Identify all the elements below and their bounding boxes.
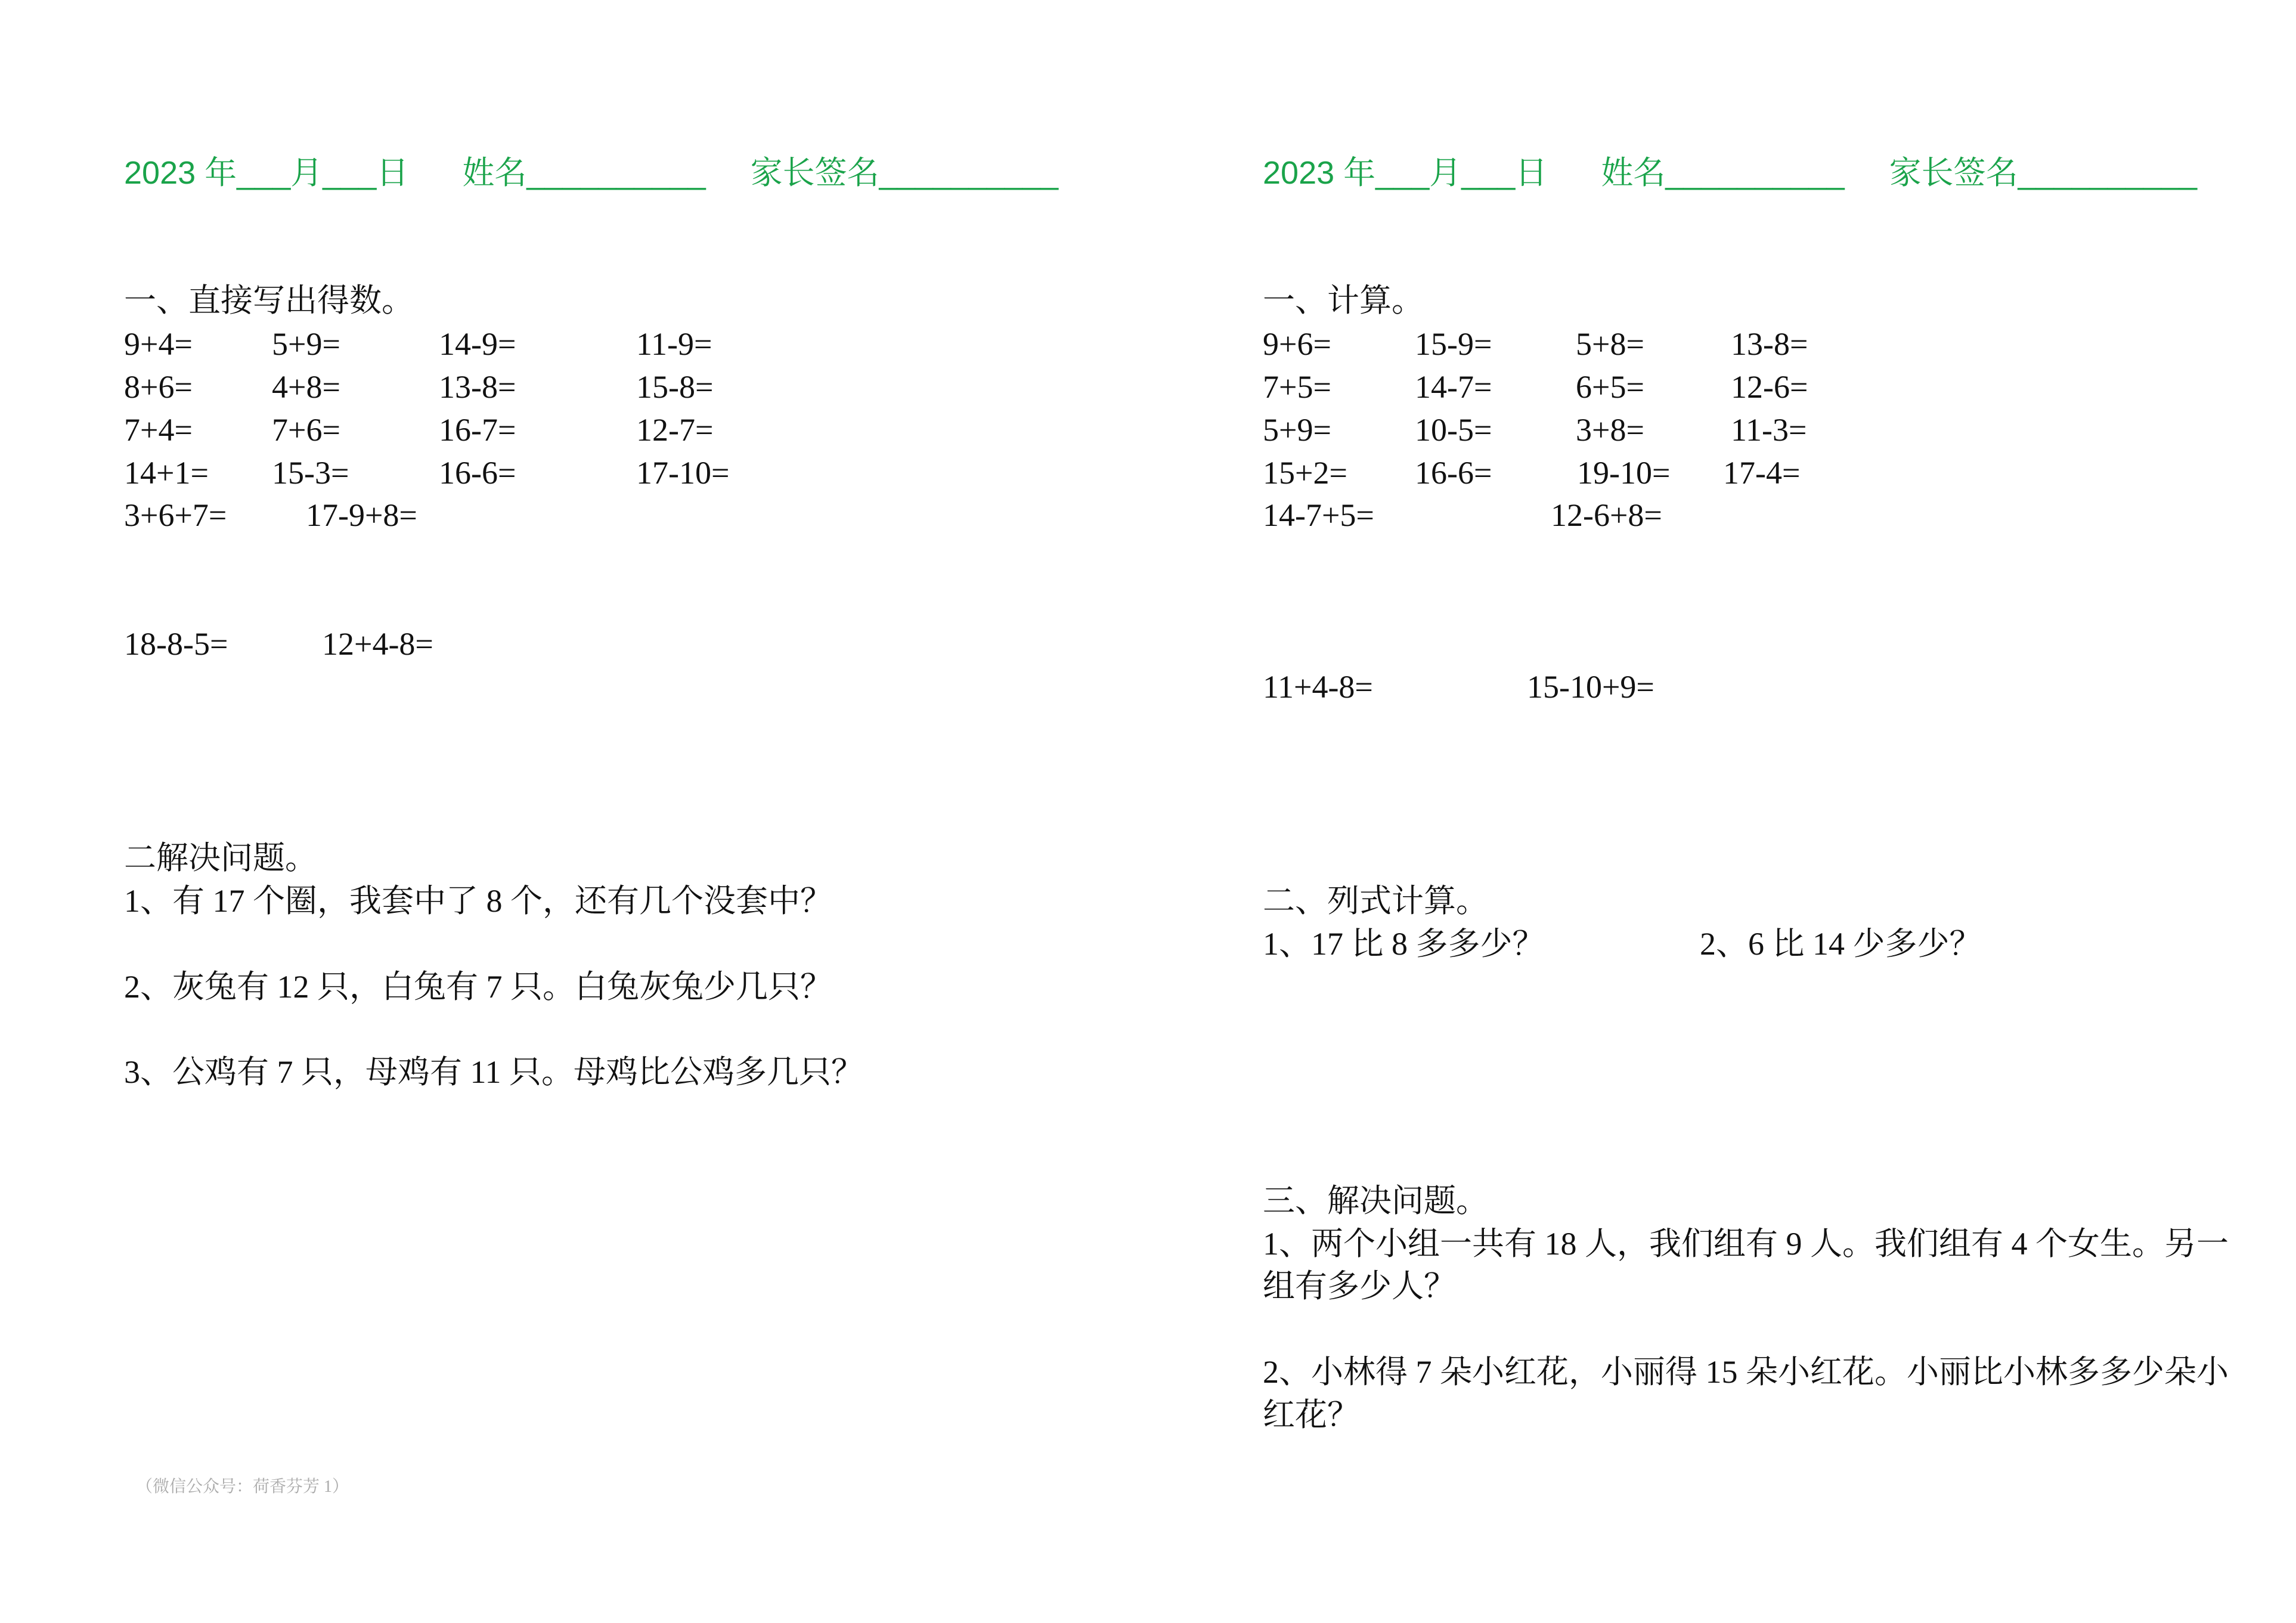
left-problem: 15-8=	[636, 369, 714, 405]
right-problem: 11+4-8=	[1263, 669, 1373, 705]
right-problem: 3+8=	[1576, 412, 1644, 448]
left-problem: 16-6=	[439, 455, 516, 491]
right-problem: 13-8=	[1731, 326, 1808, 362]
left-problem: 7+4=	[124, 412, 193, 448]
left-problem: 18-8-5=	[124, 626, 228, 662]
right-problem: 9+6=	[1263, 326, 1331, 362]
right-problem: 14-7=	[1415, 369, 1492, 405]
left-problem: 3+6+7=	[124, 497, 227, 533]
right-problem: 6+5=	[1576, 369, 1644, 405]
footer-note: （微信公众号：荷香芬芳 1）	[136, 1478, 349, 1496]
right-problem: 10-5=	[1415, 412, 1492, 448]
right-problem: 19-10=	[1577, 455, 1671, 491]
right-problem: 12-6=	[1731, 369, 1808, 405]
right-header: 2023 年___月___日 姓名__________ 家长签名__________	[1263, 155, 2198, 191]
left-problem: 9+4=	[124, 326, 193, 362]
right-problem: 15+2=	[1263, 455, 1347, 491]
left-problem: 8+6=	[124, 369, 193, 405]
word-problem: 1、有 17 个圈，我套中了 8 个，还有几个没套中？	[124, 883, 832, 919]
word-problem: 1、17 比 8 多多少？	[1263, 926, 1545, 962]
left-problem: 16-7=	[439, 412, 516, 448]
left-section2-title: 二解决问题。	[124, 840, 317, 876]
word-problem: 2、灰兔有 12 只，白兔有 7 只。白兔灰兔少几只？	[124, 969, 832, 1005]
word-problem-line: 红花？	[1263, 1397, 1359, 1433]
left-problem: 14+1=	[124, 455, 209, 491]
left-problem: 11-9=	[636, 326, 712, 362]
left-problem: 17-9+8=	[306, 497, 417, 533]
left-problem: 5+9=	[272, 326, 340, 362]
left-problem: 15-3=	[272, 455, 349, 491]
right-problem: 16-6=	[1415, 455, 1492, 491]
left-problem: 7+6=	[272, 412, 340, 448]
right-problem: 14-7+5=	[1263, 497, 1374, 533]
right-section2-title: 二、列式计算。	[1263, 883, 1488, 919]
right-section3-title: 三、解决问题。	[1263, 1183, 1488, 1219]
left-problem: 13-8=	[439, 369, 516, 405]
right-problem: 12-6+8=	[1551, 497, 1662, 533]
word-problem-line: 组有多少人？	[1263, 1268, 1456, 1304]
left-header: 2023 年___月___日 姓名__________ 家长签名__________	[124, 155, 1059, 191]
left-problem: 14-9=	[439, 326, 516, 362]
right-problem: 15-9=	[1415, 326, 1492, 362]
right-problem: 5+8=	[1576, 326, 1644, 362]
right-section1-title: 一、计算。	[1263, 283, 1424, 318]
word-problem-line: 2、小林得 7 朵小红花，小丽得 15 朵小红花。小丽比小林多多少朵小	[1263, 1354, 2229, 1390]
left-problem: 4+8=	[272, 369, 340, 405]
right-problem: 17-4=	[1723, 455, 1801, 491]
right-problem: 5+9=	[1263, 412, 1331, 448]
left-problem: 12+4-8=	[322, 626, 433, 662]
word-problem: 2、6 比 14 少多少？	[1700, 926, 1982, 962]
right-problem: 11-3=	[1731, 412, 1807, 448]
word-problem-line: 1、两个小组一共有 18 人，我们组有 9 人。我们组有 4 个女生。另一	[1263, 1226, 2229, 1262]
right-problem: 15-10+9=	[1527, 669, 1654, 705]
left-problem: 12-7=	[636, 412, 714, 448]
left-section1-title: 一、直接写出得数。	[124, 283, 414, 318]
right-problem: 7+5=	[1263, 369, 1331, 405]
word-problem: 3、公鸡有 7 只，母鸡有 11 只。母鸡比公鸡多几只？	[124, 1054, 863, 1090]
left-problem: 17-10=	[636, 455, 730, 491]
